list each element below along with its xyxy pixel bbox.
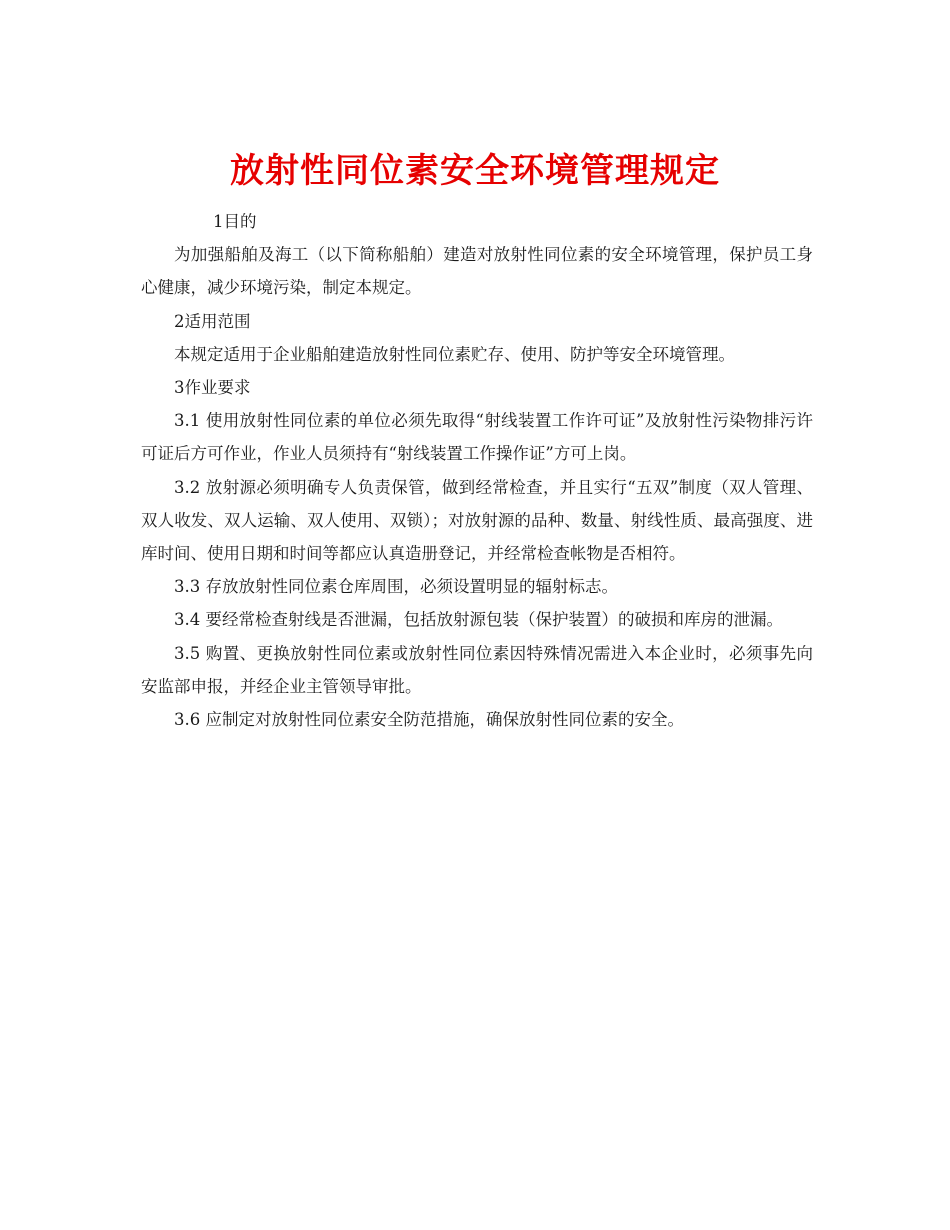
paragraph-purpose: 为加强船舶及海工（以下简称船舶）建造对放射性同位素的安全环境管理，保护员工身心健康，减少环境污染，制定本规定。 [141,245,813,298]
section-heading-purpose: 1目的 [213,212,257,231]
clause-3-2: 3.2 放射源必须明确专人负责保管，做到经常检查，并且实行“五双”制度（双人管理、双人收发、双人运输、双人使用、双锁）；对放射源的品种、数量、射线性质、最高强度、进库时间、使用日期和时间等都应认真造册登记，并经常检查帐物是否相符。 [141,477,813,564]
clause-3-5: 3.5 购置、更换放射性同位素或放射性同位素因特殊情况需进入本企业时，必须事先向安监部申报，并经企业主管领导审批。 [141,643,813,696]
paragraph-scope: 本规定适用于企业船舶建造放射性同位素贮存、使用、防护等安全环境管理。 [174,344,735,364]
section-heading-scope: 2适用范围 [174,311,251,331]
clause-3-3: 3.3 存放放射性同位素仓库周围，必须设置明显的辐射标志。 [174,577,618,597]
clause-3-6: 3.6 应制定对放射性同位素安全防范措施，确保放射性同位素的安全。 [174,710,684,730]
document-body [141,205,813,736]
clause-3-4: 3.4 要经常检查射线是否泄漏，包括放射源包装（保护装置）的破损和库房的泄漏。 [174,610,783,630]
section-heading-requirements: 3作业要求 [174,378,251,398]
document-title: 放射性同位素安全环境管理规定 [230,150,720,191]
clause-3-1: 3.1 使用放射性同位素的单位必须先取得“射线装置工作许可证”及放射性污染物排污许可证后方可作业，作业人员须持有“射线装置工作操作证”方可上岗。 [141,411,813,464]
